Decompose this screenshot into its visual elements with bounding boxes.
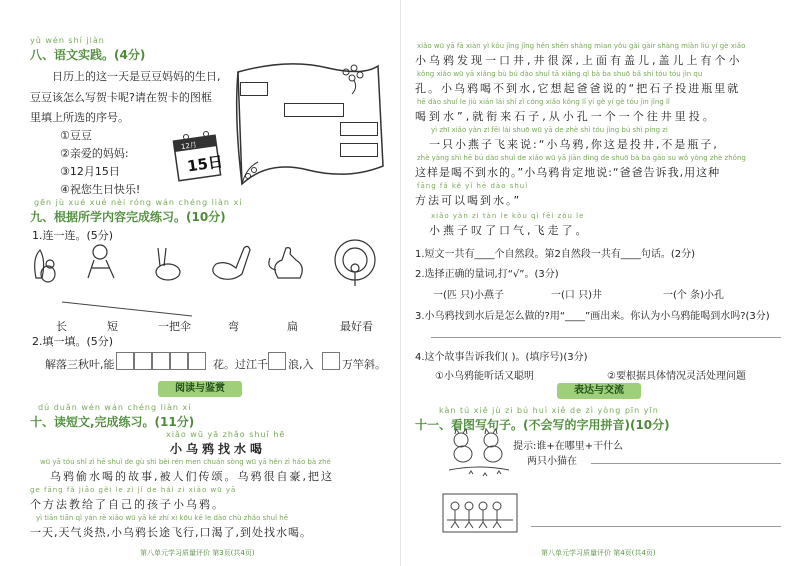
story-r3: 喝到水”,就衔来石子,从小孔一个一个往井里投。 bbox=[415, 110, 717, 123]
sentence-1-line[interactable] bbox=[591, 463, 781, 464]
s8-option-2: ②亲爱的妈妈: bbox=[60, 147, 129, 160]
fill-part-d: 万竿斜。 bbox=[342, 358, 386, 371]
r-q1: 1.短文一共有____个自然段。第2自然段一共有____句话。(2分) bbox=[415, 249, 696, 260]
s8-intro-1: 日历上的这一天是豆豆妈妈的生日, bbox=[52, 70, 221, 83]
q2-option-b[interactable]: 一(口 只)井 bbox=[551, 290, 602, 301]
r-q4: 4.这个故事告诉我们( )。(填序号)(3分) bbox=[415, 352, 588, 363]
r7-pinyin: xiǎo yàn zi tàn le kǒu qì fēi zǒu le bbox=[431, 212, 585, 220]
reading-banner: 阅读与鉴赏 bbox=[158, 381, 242, 397]
s8-option-1: ①豆豆 bbox=[60, 129, 92, 142]
word-chang[interactable]: 长 bbox=[56, 320, 67, 333]
word-umbrella[interactable]: 一把伞 bbox=[158, 320, 191, 333]
story-r2: 孔。小乌鸦喝不到水,它想起爸爸说的“把石子投进瓶里就 bbox=[415, 82, 741, 95]
right-footer: 第八单元学习质量评价 第4页(共4页) bbox=[541, 549, 656, 557]
story-r5: 这样是喝不到水的。”小乌鸦肯定地说:“爸爸告诉我,用这种 bbox=[415, 166, 721, 179]
word-duan[interactable]: 短 bbox=[107, 320, 118, 333]
story-r6: 方法可以喝到水。” bbox=[415, 194, 522, 207]
s8-option-3: ③12月15日 bbox=[60, 165, 120, 178]
sentence-1-prefix: 两只小猫在 bbox=[527, 456, 577, 467]
s9-pinyin: gēn jù xué xué nèi róng wán chéng liàn xí bbox=[34, 198, 243, 207]
story-para-1: 乌鸦偷水喝的故事,被人们传颂。乌鸦很自豪,把这 bbox=[50, 470, 334, 483]
card-box-2[interactable] bbox=[284, 103, 344, 117]
card-box-1[interactable] bbox=[240, 82, 268, 96]
story-para-2: 个方法教给了自己的孩子小乌鸦。 bbox=[30, 498, 225, 511]
q4-option-b[interactable]: ②要根据具体情况灵活处理问题 bbox=[607, 371, 746, 382]
story-r4: 一只小燕子飞来说:“小乌鸦,你这是投井,不是瓶子, bbox=[429, 138, 719, 151]
s9-q1: 1.连一连。(5分) bbox=[32, 229, 114, 242]
right-page bbox=[400, 0, 800, 566]
r4-pinyin: yì zhī xiǎo yàn zi fēi lái shuō wū yā de zhè shì tóu jǐng bú shì píng zi bbox=[431, 126, 668, 134]
q2-option-c[interactable]: 一(个 条)小孔 bbox=[663, 290, 724, 301]
r-q3: 3.小乌鸦找到水后是怎么做的?用“____”画出来。你认为小乌鸦能喝到水吗?(3分) bbox=[415, 311, 770, 322]
fill-part-c: 浪,入 bbox=[288, 358, 314, 371]
r5-pinyin: zhè yàng shì hē bú dào shuǐ de xiǎo wū yā jiān dìng de shuō bà ba gào su wǒ yòng zhè zhǒng bbox=[417, 154, 746, 162]
story-title-pinyin: xiǎo wū yā zhǎo shuǐ hē bbox=[166, 430, 286, 439]
fill-part-b: 花。过江千 bbox=[213, 358, 268, 371]
calendar-month: 12月 bbox=[180, 140, 198, 152]
fill-boxes-c[interactable] bbox=[322, 350, 340, 370]
story-r7: 小燕子叹了口气,飞走了。 bbox=[429, 224, 590, 237]
q3-answer-line[interactable] bbox=[431, 337, 781, 338]
p2-pinyin: ge fāng fǎ jiāo gěi le zì jǐ de hái zi xiǎo wū yā bbox=[30, 486, 237, 494]
left-footer: 第八单元学习质量评价 第3页(共4页) bbox=[140, 549, 255, 557]
s10-pinyin: dú duǎn wén wán chéng liàn xí bbox=[38, 403, 192, 412]
r1-pinyin: xiǎo wū yā fā xiàn yì kǒu jǐng jǐng hěn shēn shàng mian yǒu gài gàir shàng miàn liú yí gè xiǎo bbox=[417, 42, 746, 50]
card-box-3[interactable] bbox=[340, 122, 378, 136]
calendar-day: 15日 bbox=[185, 152, 225, 176]
fill-part-a: 解落三秋叶,能 bbox=[45, 358, 115, 371]
fill-boxes-b[interactable] bbox=[268, 350, 286, 370]
sentence-2-line[interactable] bbox=[531, 526, 781, 527]
expression-banner: 表达与交流 bbox=[557, 383, 641, 399]
r2-pinyin: kǒng xiǎo wū yā xiǎng bù bú dào shuǐ tā xiǎng qǐ bà ba shuō bǎ shí tóu tóu jìn qu bbox=[417, 70, 703, 78]
fill-boxes-a[interactable] bbox=[116, 350, 206, 370]
p3-pinyin: yì tiān tiān qì yán rè xiǎo wū yā kě zhí xì kōu kē le dào chù zhǎo shuǐ hē bbox=[36, 514, 289, 522]
story-r1: 小乌鸦发现一口井,井很深,上面有盖儿,盖儿上有个小 bbox=[415, 54, 743, 67]
p1-pinyin: wū yā tóu shǐ zì hē shuǐ de gù shì bèi rén men chuán sòng wū yā hěn zì háo bà zhé bbox=[40, 458, 331, 466]
r3-pinyin: hē dào shuǐ le jiù xián lái shí zǐ cóng xiǎo kǒng lǐ yí gè yí gè tóu jìn jǐng lǐ bbox=[417, 98, 670, 106]
q4-option-a[interactable]: ①小乌鸦能听话又聪明 bbox=[435, 371, 534, 382]
card-box-4[interactable] bbox=[340, 143, 378, 157]
cats-picture bbox=[439, 426, 521, 484]
s8-intro-2: 豆豆该怎么写贺卡呢?请在贺卡的图框 bbox=[30, 91, 212, 104]
animals-illustration bbox=[30, 238, 390, 290]
story-para-3: 一天,天气炎热,小乌鸦长途飞行,口渴了,到处找水喝。 bbox=[30, 526, 312, 539]
s10-title: 十、读短文,完成练习。(11分) bbox=[30, 415, 195, 429]
s8-option-4: ④祝您生日快乐! bbox=[60, 183, 141, 196]
story-title: 小乌鸦找水喝 bbox=[170, 442, 267, 456]
word-most-beautiful[interactable]: 最好看 bbox=[340, 320, 373, 333]
children-picture bbox=[439, 490, 521, 536]
word-wan[interactable]: 弯 bbox=[228, 320, 239, 333]
s8-title: 八、语文实践。(4分) bbox=[30, 48, 146, 62]
r-q2: 2.选择正确的量词,打“√”。(3分) bbox=[415, 269, 559, 280]
s11-title: 十一、看图写句子。(不会写的字用拼音)(10分) bbox=[415, 418, 670, 432]
s9-q2: 2.填一填。(5分) bbox=[32, 335, 114, 348]
s8-intro-3: 里填上所选的序号。 bbox=[30, 111, 129, 124]
s8-pinyin: yǔ wén shí jiàn bbox=[30, 36, 105, 45]
s11-hint: 提示:谁+在哪里+干什么 bbox=[513, 441, 624, 452]
connect-line bbox=[60, 300, 200, 320]
r6-pinyin: fāng fǎ kě yǐ hē dào shuǐ bbox=[417, 182, 529, 190]
q2-option-a[interactable]: 一(匹 只)小燕子 bbox=[433, 290, 504, 301]
word-bian[interactable]: 扁 bbox=[287, 320, 298, 333]
s9-title: 九、根据所学内容完成练习。(10分) bbox=[30, 210, 226, 224]
s11-pinyin: kàn tú xiě jù zi bú huì xiě de zì yòng pīn yīn bbox=[439, 406, 659, 415]
